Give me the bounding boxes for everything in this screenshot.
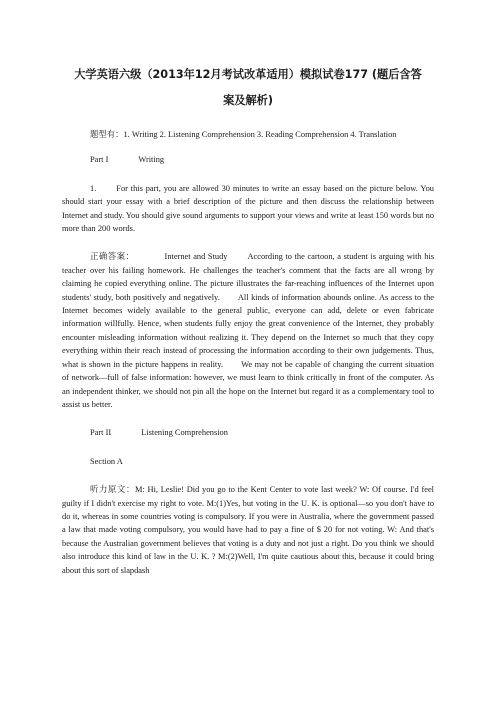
question-types: 题型有：1. Writing 2. Listening Comprehension 3. Reading Comprehension 4. Translation bbox=[90, 130, 397, 139]
question-1-number: 1. bbox=[90, 183, 97, 193]
question-1 bbox=[62, 182, 434, 236]
part-1-label: Part I bbox=[90, 155, 109, 165]
answer-text: According to the cartoon, a student is arguing with his teacher over his failing homework. He challenges the teacher's comment that the facts are all wrong by claiming he copied everything online. The picture illustrates the far-reaching influences of the Internet upon students' study, both positively and negatively. All kinds of information abounds online. As access to the Internet becomes widely available to the general public, everyone can add, delete or even fabricate information willfully. Hence, when students fully enjoy the great convenience of the Internet, they probably encounter misleading information without realizing it. They depend on the Internet so much that they copy everything within their reach instead of processing the information according to their own judgements. Thus, what is shown in the picture happens in reality. We may not be capable of changing the current situation of network—full of false information: however, we must learn to think critically in front of the computer. As an independent thinker, we should not pin all the hope on the Internet but regard it as a complementary tool to assist us better. bbox=[62, 252, 434, 409]
section-a-heading: Section A bbox=[90, 456, 123, 466]
title-line-2: 案及解析) bbox=[223, 94, 273, 107]
part-1-name: Writing bbox=[138, 155, 165, 165]
document-title bbox=[62, 62, 434, 114]
title-line-1: 大学英语六级（2013年12月考试改革适用）模拟试卷177 (题后含答 bbox=[74, 68, 422, 81]
part-2-label: Part II bbox=[90, 428, 112, 438]
document-page bbox=[62, 62, 434, 577]
listening-label: 听力原文： bbox=[90, 485, 136, 495]
listening-text: M: Hi, Leslie! Did you go to the Kent Center to vote last week? W: Of course. I'd feel guilty if I didn't exercise my right to vote. M:(1)Yes, but voting in the U. K. is optional—so you don't have to do it, whereas in some countries voting is compulsory. If you were in Australia, where the government passed a law that made voting compulsory, you would have had to pay a fine of $ 20 for not voting. W: And that's because the Australian government believes that voting is a duty and not just a right. Do you think we should also introduce this kind of law in the U. K. ? M:(2)Well, I'm quite cautious about this, because it could bring about this sort of slapdash bbox=[62, 485, 435, 575]
part-2-heading bbox=[62, 426, 434, 439]
answer-label: 正确答案： bbox=[90, 252, 135, 262]
answer-block bbox=[62, 250, 434, 411]
part-2-name: Listening Comprehension bbox=[141, 428, 228, 438]
part-1-heading bbox=[62, 153, 434, 166]
answer-heading: Internet and Study bbox=[164, 252, 228, 262]
question-1-text: For this part, you are allowed 30 minutes to write an essay based on the picture below. You should start your essay with a brief description of the picture and then discuss the relationship between Internet and study. You should give sound arguments to support your views and write at least 150 words but no more than 200 words. bbox=[62, 183, 434, 234]
listening-script bbox=[62, 483, 434, 577]
